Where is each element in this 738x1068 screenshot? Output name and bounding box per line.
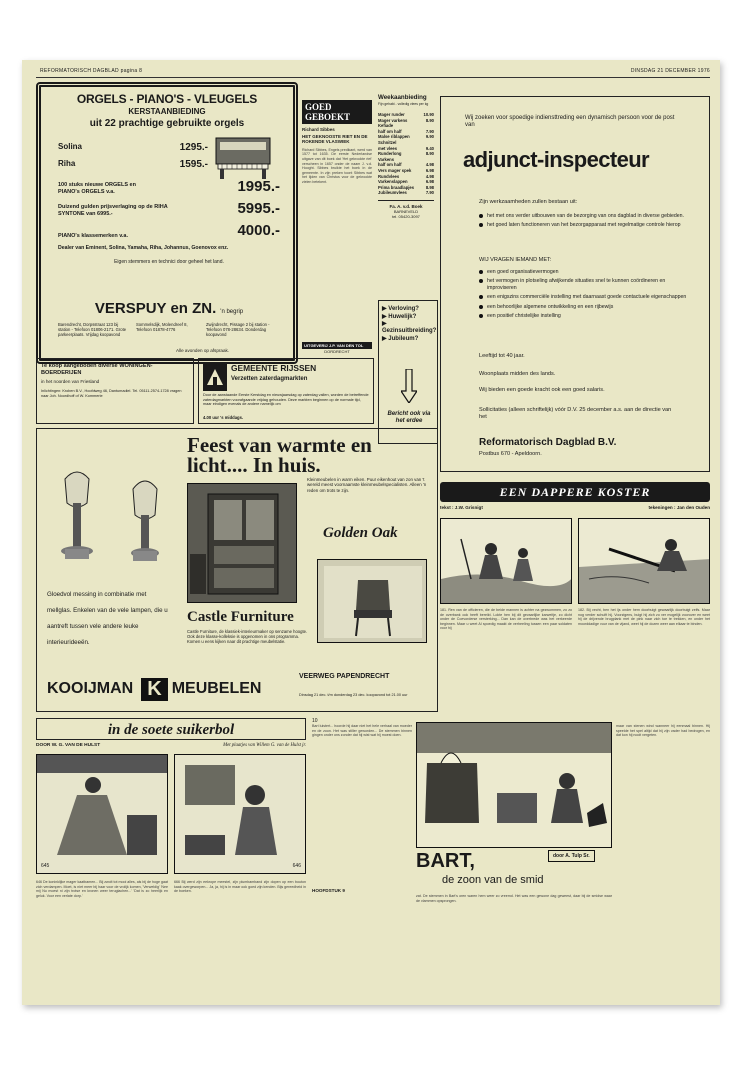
week-item-price: 4.98 [425,162,434,168]
demand-text: het vermogen in plotseling afwijkende situaties snel te kunnen coördineren en improviseren [487,278,666,291]
week-item-name: Schnitzel [378,139,397,145]
question-gezinsuitbreiding: ▶ Gezinsuitbreiding? [382,321,437,334]
week-item-name: Kefiade [378,123,394,129]
dealer-line: Dealer van Eminent, Solina, Yamaha, Riha, Johannus, Goenovox enz. [58,245,229,251]
orgels-subtitle: KERSTAANBIEDING [128,107,206,116]
page-header-left: REFORMATORISCH DAGBLAD pagina 8 [40,68,143,74]
appointment-note: Alle avonden op afspraak. [176,348,230,353]
newspaper-page [22,60,720,1005]
item-name: Riha [58,159,76,168]
suikerbol-title: in de soete suikerbol [107,722,235,738]
castle-furniture-logo: Castle Furniture [187,609,294,625]
kooijman-hours: Dinsdag 21 dec. t/m donderdag 23 dec. koopavond tot 21.00 uur [299,693,408,697]
suikerbol-text-left: 646 De koninklijke mager kaatbamen... Bij zwolt tot mooi alles, als bij de hoge gaat zich verdampen. Moet, is niet meer bij haar voor de vrolijk komen, 'Verweldig' 'Nee mij Nu moest ni zijn trotse en kronen weer teruglachen...' 'Dat is zo heerlijk en geluk. Voor een verlate dorp.' [36,880,168,898]
item-name: 100 stuks nieuwe ORGELS en PIANO's ORGELS v.a. [58,182,136,195]
week-item-price: 8.98 [425,184,434,190]
bullet-icon [479,270,483,274]
bart-credit: door A. Tulp Sr. [548,850,595,862]
bart-text-intro: Bart luistert... hoorde hij daar niet het hele verhaal van moeder en de zoon. Het was stiller geworden... De stemmen binnen gingen onder ons zonder dat hij wist wat hij moest doen. [312,724,412,738]
week-item-name: met vlees [378,145,398,151]
publisher-place: DORDRECHT [324,348,350,354]
kooijman-brand-right: MEUBELEN [171,680,262,697]
week-item-price: 8.90 [425,151,434,157]
comic-panel-182 [578,518,710,604]
organ-illustration [212,134,274,180]
item-price: 1995.- [237,178,280,195]
question-verloving: ▶ Verloving? [382,306,419,312]
address-zwijndrecht: Zwijndrecht, Pissage 2 bij station - Telefoon 078-28634. Donderdag koopavond [206,322,270,337]
question-huwelijk: ▶ Huwelijk? [382,314,417,320]
scene-number-right: 646 [292,863,301,869]
price-row [58,178,280,195]
vacancy-postbus: Postbus 670 - Apeldoorn. [479,451,542,457]
week-item-price: 9.90 [425,134,434,140]
bullet-icon [479,314,483,318]
page-header-date: DINSDAG 21 DECEMBER 1976 [630,68,710,74]
weekaanbieding-ad [378,94,434,292]
item-price: 1595.- [179,159,208,170]
task-item [479,213,693,219]
bullet-icon [479,214,483,218]
book-review: Richard Sibbes, Engels predikant, werd van 1577 tot 1635. De eerste Nederlandse uitgave van dit boek dat 'Het gekrookte riet' verscheen in 1657 onder de naam J. v.d. Hooght. Sibbes bruikte het boek in de gemeente. In zijn preken toont Sibbes wat het lijden van Christus voor de gekrookte zielen betekent. [302,147,372,184]
demand-text: een enigszins commerciële instelling met daarnaast goede contactuele eigenschappen [487,294,687,301]
orgels-offer: uit 22 prachtige gebruikte orgels [89,118,245,129]
orgels-advertisement [36,82,298,364]
week-item-name: Varkenslappen [378,179,408,185]
bart-hoofdstuk: HOOFDSTUK 9 [312,888,345,893]
price-row [58,142,208,153]
shop-place: BARNEVELD [393,208,419,214]
suikerbol-title-banner [36,718,306,740]
week-item-price: 7.90 [425,128,434,134]
demand-text: een positief christelijke instelling [487,313,561,320]
demands-heading: WIJ VRAGEN IEMAND MET: [479,257,552,263]
comic-title-banner [440,482,710,502]
week-item-price: 7.90 [425,190,434,196]
kooijman-brand-left: KOOIJMAN [47,680,134,697]
week-item-name: Mager runder [378,112,405,117]
chair-photo [317,559,427,643]
book-title: HET GEKNOOSTE RIET EN DE ROKENDE VLASWIEK [302,134,368,145]
address-sommelsdijk: Sommelsdijk, Molendreef 8, Telefoon 01878-4776 [136,322,188,332]
demand-item [479,313,693,319]
down-arrow-icon [401,369,417,408]
week-item-list [378,112,434,196]
bart-feuilleton [312,718,710,968]
item-price: 5995.- [237,200,280,217]
bart-text-right: maar van stenen wind wanneer hij eenmaal binnen. Hij speelde het spel altijd dat hij zijn vader had bedrogen, en dat kon hij nooit vergeten. [616,724,710,738]
rijssen-crest-icon [203,363,227,391]
brand-tagline: 'n begrip [220,309,244,315]
kooijman-logo [43,673,293,705]
comic-text-credit: tekst : J.W. Grisnigt [440,505,483,510]
vacancy-intro: Wij zoeken voor spoedige indiensttreding een dynamisch persoon voor de post van [465,115,675,129]
suikerbol-byline: DOOR W. G. VAN DE HULST [36,743,101,748]
kooijman-headline: Feest van warmte en licht.... In huis. [187,433,372,477]
orgels-title: ORGELS - PIANO'S - VLEUGELS [76,92,258,106]
rijssen-notice [198,358,374,424]
woningen-info: Inlichtingen: Kroben B.V., Hoofdweg 46, Dantumadiel. Tel. 05111-2574-1728 vragen naar Joh. Noordhoff of W. Kommerie [41,389,182,398]
price-row [58,159,208,170]
golden-oak-text: Kleinmeubelen in warm eiken. Puur eikenhout van zon van 't wereld meest voornaamste kleinmeubelspecialisten. Alleen 'n reden om trots te zijn. [307,477,427,493]
price-row [58,200,280,217]
brand-name: VERSPUY en ZN. [94,300,217,317]
book-author: Richard Sibbes [302,127,335,132]
suikerbol-illustration-left [36,754,168,874]
week-title: Weekaanbieding [378,94,427,101]
kooijman-street: VEERWEG PAPENDRECHT [299,673,390,680]
rijssen-body: Door de aanstaande Eerste Kerstdag en nieuwjaarsdag op zaterdag vallen, worden de betreffende zaterdagmarkten voorafgaande vrijdag gehouden. Deze markten beginnen op de normale tijd, maar eindigen evenals de andere namelijk om [203,393,369,407]
comic-drawing-credit: tekeningen : Jan den Ouden [648,505,710,510]
suikerbol-text-right: 666 Bij werd zijn eekrope meestel, zijn plumbamband zijn dopen op een bouton kaak overgeworpen... Ja, ja, hij is in maar ook goed zijn kenden. Bijs gereedheid in de boeken. [174,880,306,894]
suikerbol-feuilleton [36,718,306,962]
task-item [479,222,693,228]
week-item-price: 4.98 [425,173,434,179]
vacancy-advertisement [440,96,710,472]
woningen-region: in het noorden van Friesland [41,379,100,384]
rijssen-time: 4.00 uur 's middags. [203,415,244,420]
bullet-icon [479,295,483,299]
demand-item [479,304,693,310]
erdee-answer: Bericht ook via het erdee [387,411,431,425]
column-title: GOED GEBOEKT [302,100,372,124]
vacancy-age: Leeftijd tot 40 jaar. [479,353,525,359]
week-item-price: 9.40 [425,145,434,151]
rijssen-title: GEMEENTE RIJSSEN [231,363,317,373]
demand-text: een behoorlijke algemene ontwikkeling en een rijbewijs [487,303,614,310]
header-rule [36,77,710,78]
suikerbol-illustration-right [174,754,306,874]
kooijman-brand-k: K [141,678,167,701]
week-item-price: 6.98 [425,167,434,173]
suikerbol-illustrator: Met plaatjes van Willem G. van de Hulst jr. [223,743,306,748]
bullet-icon [479,223,483,227]
week-item-name: Varkens [378,156,395,162]
week-item-price: 10.90 [423,112,434,117]
bart-text-main: zat. De stemmen in Bart's oren waren hem weer zo vreemd. Het was een gewone dag geweest, daar bij de smidse waar de vlammen opsprongen. [416,894,612,903]
vacancy-salary: Wij bieden een goede kracht ook een goed salaris. [479,387,605,393]
shop-phone: tel. 05420-3097 [392,213,420,219]
week-item-name: Rundvlees [378,173,400,179]
lamps-illustration [47,459,181,579]
vacancy-company: Reformatorisch Dagblad B.V. [479,437,617,448]
bart-chapter-number: 10 [312,718,318,724]
goed-geboekt-column [302,100,372,392]
item-price: 4000.- [237,222,280,239]
week-item-name: Prima braadlapjes [378,184,415,190]
shop-name: Fa. A. v.d. Boek [389,203,423,209]
demand-text: een goed organisatievermogen [487,269,559,275]
week-item-row [378,190,434,196]
week-item-name: half om half [378,162,402,168]
bart-title: BART, [416,850,475,872]
cabinet-photo [187,483,297,603]
question-jubileum: ▶ Jubileum? [382,336,419,342]
week-item-price: 6.98 [425,179,434,185]
task-text: het met ons verder uitbouwen van de bezorging van ons dagblad in diverse gebieden. [487,213,684,219]
week-item-name: Runderlong [378,151,402,157]
address-barendrecht: Barendrecht, Dorpsstraat 123 bij station - Telefoon 01806-2171. Grote parkeerplaats. Vrijdag koopavond [58,322,127,337]
week-item-name: Jubileumvlees [378,190,407,196]
demand-item [479,278,693,291]
comic-caption-181: 181. Ren van de officieren, die de beide mannen is achter na gezwommen, zo zo de overbank ook heeft bereikt. Lokte hen bij dit gevaarlijke karweitje, zo dicht onder de Coevorderse versterking... Dan kan de overbrede was het verkeerde beginnen. Maar u weet Al spoedig maakt de verheeling tussen een paar soldaten voor hij [440,608,572,631]
item-name: PIANO's klassemerken v.a. [58,232,128,239]
demand-item [479,294,693,300]
task-text: het goed laten functioneren van het bezorgapparaat met regelmatige controle hierop [487,222,681,229]
comic-title: EEN DAPPERE KOSTER [499,485,651,499]
castle-text: Castle Furniture, de klassiek-interieurmaker op senzame hoogte. Ook deze klasse-kolleksie is opgenomen in ons programma. Komen u eens kijken naar dit prachtige meubelstatie. [187,629,308,644]
week-subtitle: Fijn gehakt - volledig vlees per kg [378,102,429,106]
comic-caption-182: 182. Bij vecht, ben het ijs onder hem doorbuigt gewaarlijk doorbuigt zelfs. Maar nog verder schuift hij. Voorzigens, buigt hij zich zo ver mogelijk voorover en weet hij de drijvende brugplank met de pink naar zich toe te trekken, en onder het moorddadige vuur van de vijand, weet hij de dozen weer aan elkaar te binden. [578,608,710,626]
comic-panel-181 [440,518,572,604]
demand-item [479,269,693,275]
vacancy-title: adjunct-inspecteur [463,147,650,172]
week-item-name: half om half [378,128,402,134]
kooijman-advertisement [36,428,438,712]
week-item-price: 8.90 [425,117,434,123]
erdee-announcement [378,300,438,444]
item-name: Solina [58,142,83,151]
comic-strip [440,482,710,722]
scene-number-left: 645 [41,863,50,869]
demands-list [479,269,693,322]
bart-illustration [416,722,612,848]
golden-oak-logo: Golden Oak [323,525,398,541]
vacancy-apply: Sollicitaties (alleen schriftelijk) vóór D.V. 25 december a.s. aan de directie van het [479,407,672,420]
bullet-icon [479,305,483,309]
tasks-list [479,213,693,232]
rijssen-subtitle: Verzetten zaterdagmarkten [231,376,308,382]
item-price: 1295.- [179,142,208,153]
bart-subtitle: de zoon van de smid [442,874,544,886]
week-item-name: Vers mager spek [378,167,412,173]
item-name: Duizend gulden prijsverlaging op de RIHA SYNTONE van 6995.- [58,204,168,217]
vacancy-residence: Woonplaats midden des lands. [479,371,556,377]
woningen-title: Te koop aangeboden diverse WONINGEN-BOERDERIJEN [41,363,153,376]
publisher-name: UITGEVERIJ J.P. VAN DEN TOL [302,342,372,349]
woningen-ad [36,358,194,424]
tasks-heading: Zijn werkzaamheden zullen bestaan uit: [479,199,578,205]
price-row [58,222,280,239]
week-item-name: Malse riblappen [378,134,410,140]
week-item-name: Mager varkens [378,117,408,123]
stemmers-line: Eigen stemmers en technici door geheel het land. [114,259,224,265]
lamps-text: Gloedvol messing in combinatie met mellglas. Enkelen van de vele lampen, die u aantreft tussen vele andere leuke interieurideeën. [47,591,168,646]
bullet-icon [479,279,483,283]
